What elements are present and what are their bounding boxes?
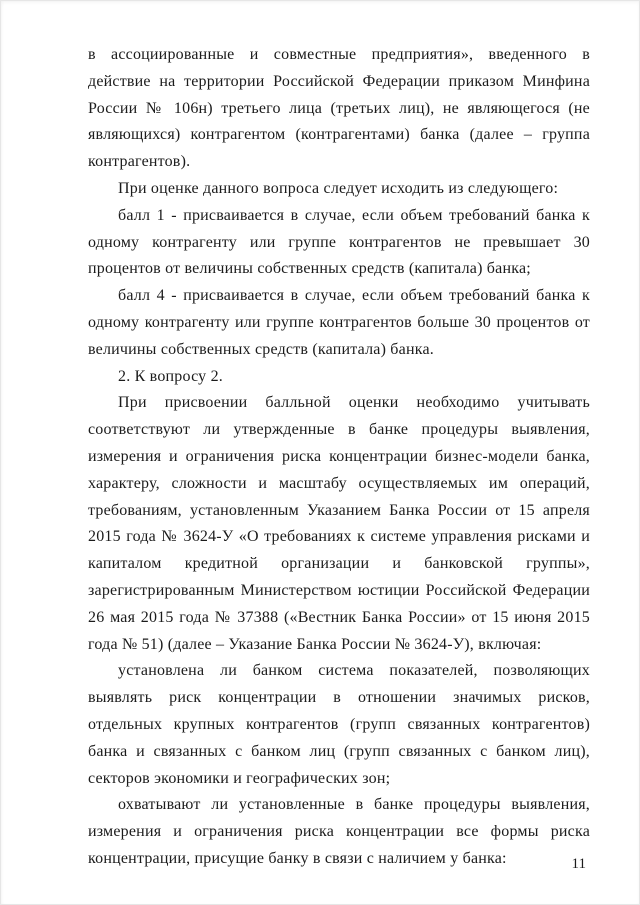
- paragraph: охватывают ли установленные в банке процедуры выявления, измерения и ограничения риска концентрации все формы риска концентрации, присущие банку в связи с наличием у банка:: [88, 796, 590, 867]
- paragraph: балл 4 - присваивается в случае, если объем требований банка к одному контрагенту или группе контрагентов больше 30 процентов от величины собственных средств (капитала) банка.: [88, 287, 590, 358]
- paragraph: При оценке данного вопроса следует исходить из следующего:: [118, 179, 559, 197]
- paragraph-continuation: в ассоциированные и совместные предприятия», введенного в действие на территории Российской Федерации приказом Минфина России № 106н) третьего лица (третьих лиц), не являющегося (не являющихся) контрагентом (контрагентами) банка (далее – группа контрагентов).: [88, 46, 590, 171]
- paragraph: При присвоении балльной оценки необходимо учитывать соответствуют ли утвержденные в банке процедуры выявления, измерения и ограничения риска концентрации бизнес-модели банка, характеру, сложности и масштабу осуществляемых им операций, требованиям, установленным Указанием Банка России от 15 апреля 2015 года № 3624-У «О требованиях к системе управления рисками и капиталом кредитной организации и банковской группы», зарегистрированным Министерством юстиции Российской Федерации 26 мая 2015 года № 37388 («Вестник Банка России» от 15 июня 2015 года № 51) (далее – Указание Банка России № 3624-У), включая:: [88, 394, 590, 653]
- page-number: 11: [571, 856, 586, 872]
- paragraph-section-heading: 2. К вопросу 2.: [118, 367, 223, 385]
- document-text-block: [88, 42, 590, 873]
- paragraph: установлена ли банком система показателей, позволяющих выявлять риск концентрации в отношении значимых рисков, отдельных крупных контрагентов (групп связанных контрагентов) банка и связанных с банком лиц (групп связанных с банком лиц), секторов экономики и географических зон;: [88, 662, 590, 787]
- paragraph: балл 1 - присваивается в случае, если объем требований банка к одному контрагенту или группе контрагентов не превышает 30 процентов от величины собственных средств (капитала) банка;: [88, 206, 590, 278]
